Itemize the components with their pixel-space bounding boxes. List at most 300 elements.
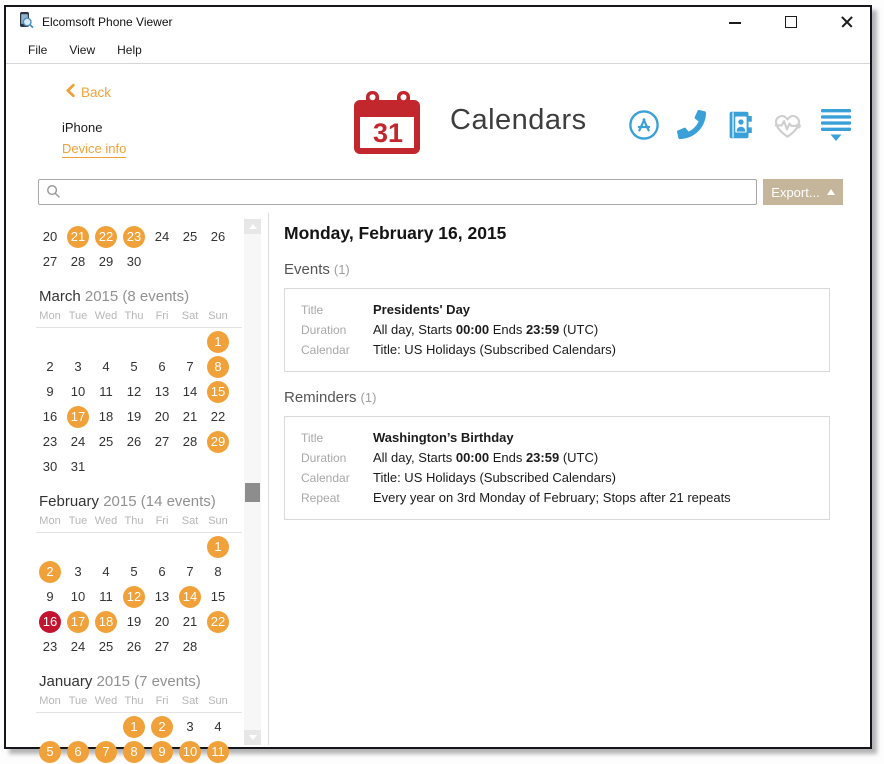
- empty-day-cell: [120, 534, 148, 559]
- category-icons: [625, 106, 854, 143]
- day-cell[interactable]: [64, 249, 92, 274]
- selected-day: 16: [39, 611, 61, 633]
- field-label: Repeat: [301, 491, 340, 505]
- day-cell[interactable]: [36, 739, 64, 764]
- day-number: 5: [130, 358, 138, 374]
- calendar-week-row: [36, 454, 242, 479]
- event-day: 22: [95, 226, 117, 248]
- event-day: 14: [179, 586, 201, 608]
- day-cell[interactable]: [148, 404, 176, 429]
- empty-day-cell: [64, 329, 92, 354]
- event-day: 23: [123, 226, 145, 248]
- weekday-label: Wed: [94, 310, 118, 322]
- weekday-label: Tue: [68, 515, 88, 527]
- day-cell[interactable]: [148, 429, 176, 454]
- day-number: 28: [182, 638, 198, 654]
- day-number: 23: [42, 638, 58, 654]
- day-number: 25: [182, 228, 198, 244]
- day-number: 31: [70, 458, 86, 474]
- day-cell[interactable]: [148, 739, 176, 764]
- device-name: iPhone: [62, 120, 103, 135]
- day-number: 3: [74, 358, 82, 374]
- day-number: 9: [46, 588, 54, 604]
- day-cell[interactable]: [204, 714, 232, 739]
- empty-day-cell: [176, 329, 204, 354]
- event-day: 7: [95, 741, 117, 763]
- back-button[interactable]: [66, 84, 111, 100]
- day-cell[interactable]: [92, 354, 120, 379]
- event-day: 1: [207, 331, 229, 353]
- menu-file[interactable]: File: [28, 43, 48, 57]
- day-cell[interactable]: [92, 249, 120, 274]
- day-number: 9: [46, 383, 54, 399]
- event-day: 15: [207, 381, 229, 403]
- day-number: 29: [98, 253, 114, 269]
- weekday-header: [36, 310, 242, 328]
- reminder-title: Washington’s Birthday: [373, 430, 514, 445]
- reminders-label: Reminders: [284, 389, 357, 406]
- search-input[interactable]: [38, 179, 757, 205]
- date-title: Monday, February 16, 2015: [284, 223, 507, 243]
- weekday-label: Wed: [94, 695, 118, 707]
- event-day: 5: [39, 741, 61, 763]
- month-header: [36, 493, 242, 515]
- weekday-header: [36, 695, 242, 713]
- maximize-icon[interactable]: [784, 15, 798, 29]
- empty-day-cell: [36, 714, 64, 739]
- day-cell[interactable]: [64, 354, 92, 379]
- empty-day-cell: [148, 534, 176, 559]
- day-number: 5: [130, 563, 138, 579]
- window-title: Elcomsoft Phone Viewer: [42, 15, 173, 29]
- weekday-label: Mon: [39, 695, 61, 707]
- day-number: 4: [102, 563, 110, 579]
- calendars-icon: [352, 90, 424, 161]
- day-number: 18: [98, 408, 114, 424]
- day-number: 13: [154, 383, 170, 399]
- day-cell[interactable]: [36, 584, 64, 609]
- day-cell[interactable]: [148, 559, 176, 584]
- reminder-calendar-row: [301, 468, 815, 488]
- empty-day-cell: [204, 634, 232, 659]
- event-day: 11: [207, 741, 229, 763]
- day-cell[interactable]: [36, 249, 64, 274]
- weekday-label: Fri: [155, 695, 169, 707]
- calendar-week-row: [36, 634, 242, 659]
- weekday-label: Mon: [39, 310, 61, 322]
- day-number: 24: [154, 228, 170, 244]
- day-number: 2: [46, 358, 54, 374]
- day-cell[interactable]: [176, 739, 204, 764]
- day-cell[interactable]: [176, 224, 204, 249]
- day-number: 19: [126, 408, 142, 424]
- empty-day-cell: [176, 249, 204, 274]
- day-cell[interactable]: [120, 249, 148, 274]
- event-day: 2: [151, 716, 173, 738]
- scroll-down-icon[interactable]: [244, 730, 261, 745]
- day-cell[interactable]: [204, 534, 232, 559]
- reminder-duration-row: [301, 448, 815, 468]
- event-day: 6: [67, 741, 89, 763]
- event-day: 17: [67, 611, 89, 633]
- day-cell[interactable]: [148, 714, 176, 739]
- contacts-icon[interactable]: [721, 106, 758, 143]
- day-cell[interactable]: [204, 354, 232, 379]
- event-day: 21: [67, 226, 89, 248]
- day-number: 25: [98, 638, 114, 654]
- calendar-week-row: [36, 739, 242, 764]
- empty-day-cell: [176, 534, 204, 559]
- menu-view[interactable]: View: [69, 43, 96, 57]
- event-day: 9: [151, 741, 173, 763]
- chevron-left-icon: [66, 84, 75, 100]
- day-cell[interactable]: [64, 224, 92, 249]
- events-count: (1): [333, 262, 350, 277]
- weekday-label: Sun: [208, 310, 228, 322]
- day-number: 6: [158, 563, 166, 579]
- day-number: 30: [126, 253, 142, 269]
- day-number: 27: [42, 253, 58, 269]
- month-header: [36, 673, 242, 695]
- day-cell[interactable]: [148, 609, 176, 634]
- empty-day-cell: [36, 329, 64, 354]
- minimize-icon[interactable]: [728, 15, 742, 29]
- day-cell[interactable]: [120, 224, 148, 249]
- day-cell[interactable]: [120, 609, 148, 634]
- month-meta: 2015 (7 events): [92, 673, 201, 690]
- reminder-title-row: [301, 428, 815, 448]
- device-info-link[interactable]: Device info: [62, 141, 127, 156]
- field-label: Title: [301, 303, 324, 317]
- day-cell[interactable]: [120, 354, 148, 379]
- day-number: 11: [99, 383, 113, 399]
- day-number: 7: [186, 563, 194, 579]
- day-number: 6: [158, 358, 166, 374]
- day-cell[interactable]: [204, 739, 232, 764]
- reminder-card: [284, 416, 830, 520]
- day-number: 22: [210, 408, 226, 424]
- calendar-week-row: [36, 329, 242, 354]
- event-duration-row: [301, 320, 815, 340]
- app-window: [4, 5, 872, 759]
- month-meta: 2015 (14 events): [99, 493, 216, 510]
- day-cell[interactable]: [64, 739, 92, 764]
- day-number: 12: [126, 383, 142, 399]
- day-cell[interactable]: [204, 429, 232, 454]
- event-day: 17: [67, 406, 89, 428]
- weekday-header: [36, 515, 242, 533]
- filter-menu-icon[interactable]: [817, 106, 854, 143]
- reminder-calendar: Title: US Holidays (Subscribed Calendars): [373, 470, 617, 485]
- weekday-label: Sat: [181, 515, 199, 527]
- day-cell[interactable]: [120, 739, 148, 764]
- day-number: 10: [70, 383, 86, 399]
- day-cell[interactable]: [92, 634, 120, 659]
- day-number: 8: [214, 563, 222, 579]
- calendar-week-row: [36, 354, 242, 379]
- weekday-label: Mon: [39, 515, 61, 527]
- day-number: 11: [99, 588, 113, 604]
- caret-up-icon: [827, 189, 835, 195]
- day-cell[interactable]: [176, 354, 204, 379]
- export-button[interactable]: [763, 179, 843, 205]
- event-title: Presidents' Day: [373, 302, 471, 317]
- empty-day-cell: [92, 534, 120, 559]
- export-label: Export...: [771, 184, 820, 200]
- month-header: [36, 288, 242, 310]
- reminders-section-header: [284, 389, 830, 406]
- empty-day-cell: [120, 454, 148, 479]
- app-store-icon[interactable]: [625, 106, 662, 143]
- day-number: 16: [42, 408, 58, 424]
- event-card: [284, 288, 830, 372]
- day-number: 26: [126, 433, 142, 449]
- day-cell[interactable]: [36, 429, 64, 454]
- day-cell[interactable]: [92, 609, 120, 634]
- calendar-week-row: [36, 534, 242, 559]
- field-label: Calendar: [301, 343, 350, 357]
- empty-day-cell: [176, 454, 204, 479]
- day-cell[interactable]: [120, 634, 148, 659]
- weekday-label: Sat: [181, 310, 199, 322]
- day-cell[interactable]: [36, 354, 64, 379]
- day-cell[interactable]: [92, 379, 120, 404]
- menu-help[interactable]: Help: [117, 43, 142, 57]
- pane-divider: [268, 213, 269, 745]
- day-cell[interactable]: [148, 379, 176, 404]
- weekday-label: Thu: [124, 695, 144, 707]
- event-day: 8: [207, 356, 229, 378]
- day-cell[interactable]: [64, 454, 92, 479]
- day-cell[interactable]: [204, 584, 232, 609]
- empty-day-cell: [148, 329, 176, 354]
- reminders-count: (1): [360, 390, 377, 405]
- day-cell[interactable]: [64, 634, 92, 659]
- day-number: 26: [210, 228, 226, 244]
- weekday-label: Wed: [94, 515, 118, 527]
- day-number: 19: [126, 613, 142, 629]
- app-icon: [16, 11, 34, 34]
- month-name: March: [39, 288, 81, 305]
- calendar-scrollbar[interactable]: [244, 219, 261, 745]
- event-day: 22: [207, 611, 229, 633]
- day-number: 20: [154, 408, 170, 424]
- event-day: 18: [95, 611, 117, 633]
- event-day: 12: [123, 586, 145, 608]
- header: [6, 64, 870, 176]
- day-cell[interactable]: [92, 224, 120, 249]
- day-cell[interactable]: [36, 634, 64, 659]
- day-number: 24: [70, 638, 86, 654]
- calendar-icon-day: 31: [372, 118, 404, 148]
- empty-day-cell: [204, 249, 232, 274]
- day-number: 4: [214, 718, 222, 734]
- events-label: Events: [284, 261, 330, 278]
- day-cell[interactable]: [64, 404, 92, 429]
- weekday-label: Thu: [124, 515, 144, 527]
- day-number: 21: [182, 408, 198, 424]
- day-cell[interactable]: [176, 404, 204, 429]
- day-cell[interactable]: [120, 584, 148, 609]
- empty-day-cell: [148, 249, 176, 274]
- day-number: 15: [210, 588, 226, 604]
- day-number: 28: [70, 253, 86, 269]
- day-cell[interactable]: [204, 559, 232, 584]
- day-cell[interactable]: [64, 609, 92, 634]
- day-cell[interactable]: [176, 634, 204, 659]
- event-calendar-row: [301, 340, 815, 360]
- day-cell[interactable]: [120, 559, 148, 584]
- calendar-week-row: [36, 584, 242, 609]
- day-number: 4: [102, 358, 110, 374]
- day-number: 14: [182, 383, 198, 399]
- day-cell[interactable]: [148, 354, 176, 379]
- weekday-label: Thu: [124, 310, 144, 322]
- empty-day-cell: [92, 454, 120, 479]
- day-cell[interactable]: [176, 379, 204, 404]
- event-day: 1: [207, 536, 229, 558]
- menu-bar: [6, 37, 870, 64]
- day-cell[interactable]: [120, 404, 148, 429]
- calendar-week-row: [36, 379, 242, 404]
- day-cell[interactable]: [176, 714, 204, 739]
- day-cell[interactable]: [204, 404, 232, 429]
- day-cell[interactable]: [92, 404, 120, 429]
- day-cell[interactable]: [92, 429, 120, 454]
- day-number: 7: [186, 358, 194, 374]
- empty-day-cell: [92, 329, 120, 354]
- field-label: Duration: [301, 451, 347, 465]
- calendar-week-row: [36, 559, 242, 584]
- event-calendar: Title: US Holidays (Subscribed Calendars): [373, 342, 617, 357]
- day-cell[interactable]: [204, 379, 232, 404]
- events-section-header: [284, 261, 830, 278]
- day-cell[interactable]: [148, 634, 176, 659]
- event-day: 2: [39, 561, 61, 583]
- day-number: 28: [182, 433, 198, 449]
- title-bar[interactable]: [6, 7, 870, 37]
- calendar-week-row: [36, 429, 242, 454]
- calendar-week-row: [36, 404, 242, 429]
- day-cell[interactable]: [64, 559, 92, 584]
- calendar-week-row: [36, 224, 242, 249]
- reminder-repeat: Every year on 3rd Monday of February; Stops after 21 repeats: [373, 490, 731, 505]
- day-cell[interactable]: [176, 559, 204, 584]
- event-duration: All day, Starts 00:00 Ends 23:59 (UTC): [373, 322, 599, 337]
- calls-icon[interactable]: [673, 106, 710, 143]
- weekday-label: Tue: [68, 310, 88, 322]
- event-day: 29: [207, 431, 229, 453]
- day-cell[interactable]: [120, 379, 148, 404]
- close-icon[interactable]: [840, 15, 854, 29]
- empty-day-cell: [204, 454, 232, 479]
- day-cell[interactable]: [92, 559, 120, 584]
- day-number: 30: [42, 458, 58, 474]
- day-number: 10: [70, 588, 86, 604]
- month-meta: 2015 (8 events): [80, 288, 190, 305]
- empty-day-cell: [64, 714, 92, 739]
- event-day: 1: [123, 716, 145, 738]
- day-cell[interactable]: [204, 609, 232, 634]
- day-number: 21: [182, 613, 198, 629]
- page-title: Calendars: [450, 104, 587, 136]
- day-number: 20: [154, 613, 170, 629]
- weekday-label: Tue: [68, 695, 88, 707]
- day-cell[interactable]: [36, 224, 64, 249]
- day-cell[interactable]: [92, 584, 120, 609]
- calendar-week-row: [36, 249, 242, 274]
- day-cell[interactable]: [176, 584, 204, 609]
- day-number: 26: [126, 638, 142, 654]
- day-cell[interactable]: [92, 739, 120, 764]
- empty-day-cell: [120, 329, 148, 354]
- day-number: 13: [154, 588, 170, 604]
- event-day: 10: [179, 741, 201, 763]
- day-number: 20: [42, 228, 58, 244]
- day-cell[interactable]: [204, 224, 232, 249]
- scroll-thumb[interactable]: [245, 483, 260, 502]
- day-cell[interactable]: [64, 429, 92, 454]
- day-number: 27: [154, 638, 170, 654]
- day-cell[interactable]: [148, 224, 176, 249]
- day-cell[interactable]: [64, 379, 92, 404]
- weekday-label: Fri: [155, 310, 169, 322]
- month-name: February: [39, 493, 100, 510]
- reminder-repeat-row: [301, 488, 815, 508]
- day-cell[interactable]: [36, 609, 64, 634]
- health-icon: [769, 106, 806, 143]
- field-label: Title: [301, 431, 324, 445]
- event-day: 8: [123, 741, 145, 763]
- field-label: Duration: [301, 323, 347, 337]
- day-cell[interactable]: [176, 429, 204, 454]
- day-cell[interactable]: [36, 404, 64, 429]
- event-title-row: [301, 300, 815, 320]
- day-cell[interactable]: [176, 609, 204, 634]
- weekday-label: Fri: [155, 515, 169, 527]
- day-cell[interactable]: [64, 584, 92, 609]
- day-cell[interactable]: [120, 429, 148, 454]
- toolbar: [6, 179, 870, 209]
- month-name: January: [39, 673, 93, 690]
- calendar-week-row: [36, 609, 242, 634]
- empty-day-cell: [148, 454, 176, 479]
- weekday-label: Sat: [181, 695, 199, 707]
- empty-day-cell: [64, 534, 92, 559]
- weekday-label: Sun: [208, 515, 228, 527]
- day-cell[interactable]: [148, 584, 176, 609]
- day-cell[interactable]: [120, 714, 148, 739]
- calendar-months: [36, 219, 242, 759]
- reminder-duration: All day, Starts 00:00 Ends 23:59 (UTC): [373, 450, 599, 465]
- day-number: 25: [98, 433, 114, 449]
- scroll-up-icon[interactable]: [244, 219, 261, 234]
- calendar-week-row: [36, 714, 242, 739]
- field-label: Calendar: [301, 471, 350, 485]
- day-number: 27: [154, 433, 170, 449]
- day-cell[interactable]: [36, 559, 64, 584]
- day-view: [284, 219, 830, 747]
- weekday-label: Sun: [208, 695, 228, 707]
- day-cell[interactable]: [204, 329, 232, 354]
- day-number: 3: [74, 563, 82, 579]
- day-number: 23: [42, 433, 58, 449]
- day-cell[interactable]: [36, 379, 64, 404]
- day-cell[interactable]: [36, 454, 64, 479]
- empty-day-cell: [92, 714, 120, 739]
- back-label: Back: [81, 84, 112, 100]
- day-number: 24: [70, 433, 86, 449]
